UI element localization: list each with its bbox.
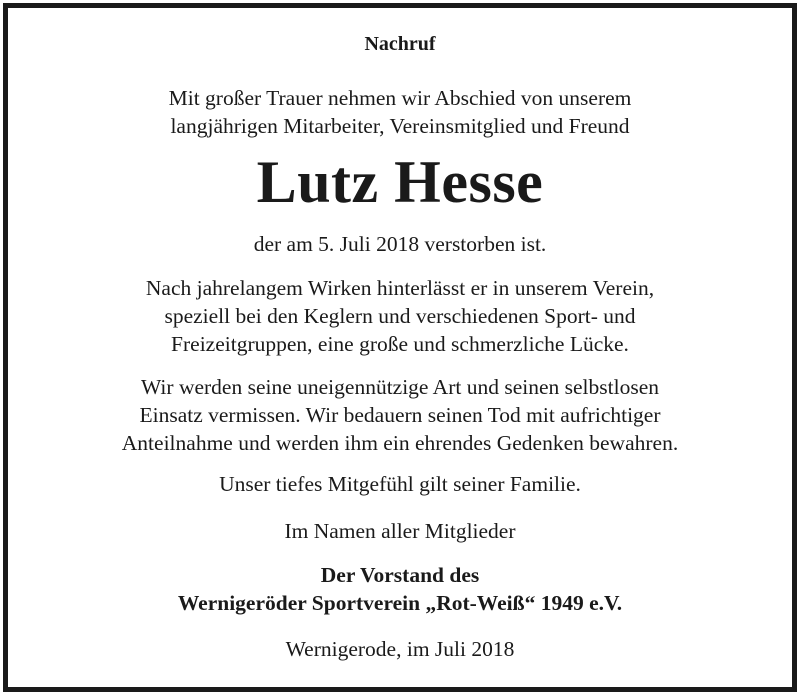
signatory-line-2: Wernigeröder Sportverein „Rot-Weiß“ 1949 e.V. [177, 591, 623, 615]
paragraph1-line-1: Nach jahrelangem Wirken hinterlässt er in unserem Verein, [145, 276, 655, 300]
notice-heading: Nachruf [364, 33, 436, 55]
death-date-line: der am 5. Juli 2018 verstorben ist. [253, 232, 547, 256]
deceased-name: Lutz Hesse [256, 149, 544, 215]
paragraph1-line-2: speziell bei den Keglern und verschiedenen Sport- und [164, 304, 636, 328]
paragraph2-line-2: Einsatz vermissen. Wir bedauern seinen Tod mit aufrichtiger [139, 403, 661, 427]
signatory-line-1: Der Vorstand des [320, 563, 480, 587]
on-behalf-line: Im Namen aller Mitglieder [284, 519, 516, 543]
sympathy-line: Unser tiefes Mitgefühl gilt seiner Familie. [219, 472, 581, 496]
paragraph1-line-3: Freizeitgruppen, eine große und schmerzliche Lücke. [171, 332, 629, 356]
intro-line-2: langjährigen Mitarbeiter, Vereinsmitglied und Freund [170, 114, 630, 138]
place-date-line: Wernigerode, im Juli 2018 [285, 637, 515, 661]
intro-line-1: Mit großer Trauer nehmen wir Abschied von unserem [168, 86, 632, 110]
paragraph2-line-3: Anteilnahme und werden ihm ein ehrendes Gedenken bewahren. [121, 431, 679, 455]
paragraph2-line-1: Wir werden seine uneigennützige Art und seinen selbstlosen [141, 375, 659, 399]
